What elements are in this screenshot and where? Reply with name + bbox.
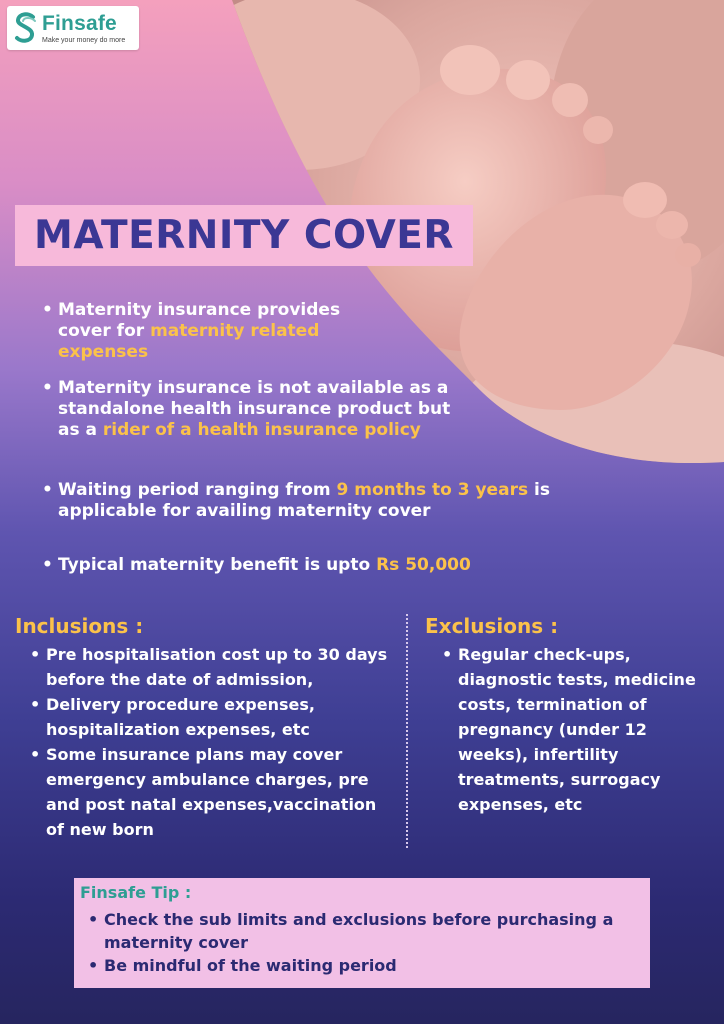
finsafe-logo: [7, 6, 139, 50]
finsafe-s-icon: [11, 11, 41, 45]
exclusion-item: • Regular check-ups, diagnostic tests, medicine costs, termination of pregnancy (under 12 weeks), infertility treatments, surrogacy expenses, etc: [440, 642, 710, 817]
inclusion-item: • Delivery procedure expenses, hospitalization expenses, etc: [28, 692, 398, 742]
brand-tagline: Make your money do more: [42, 37, 126, 44]
page-title: MATERNITY COVER: [34, 213, 454, 258]
tip-list: [86, 908, 646, 977]
inclusions-list: [28, 642, 398, 842]
tip-item: • Be mindful of the waiting period: [86, 954, 646, 977]
exclusions-heading: Exclusions :: [425, 614, 559, 638]
exclusions-list: [440, 642, 710, 817]
title-banner: [15, 205, 473, 266]
key-point: • Waiting period ranging from 9 months to 3 years is applicable for availing maternity cover: [40, 480, 558, 522]
key-point: • Typical maternity benefit is upto Rs 50,000: [40, 555, 558, 576]
key-point: • Maternity insurance provides cover for maternity related expenses: [40, 300, 358, 363]
brand-name: Finsafe: [42, 12, 117, 35]
inclusion-item: • Pre hospitalisation cost up to 30 days before the date of admission,: [28, 642, 398, 692]
finsafe-tip-box: [74, 878, 650, 988]
inclusion-item: • Some insurance plans may cover emergency ambulance charges, pre and post natal expenses,vaccination of new born: [28, 742, 398, 842]
tip-item: • Check the sub limits and exclusions before purchasing a maternity cover: [86, 908, 646, 954]
inclusions-heading: Inclusions :: [15, 614, 144, 638]
column-divider: [406, 614, 408, 848]
tip-heading: Finsafe Tip :: [80, 883, 192, 902]
key-point: • Maternity insurance is not available as a standalone health insurance product but as a rider of a health insurance policy: [40, 378, 458, 441]
